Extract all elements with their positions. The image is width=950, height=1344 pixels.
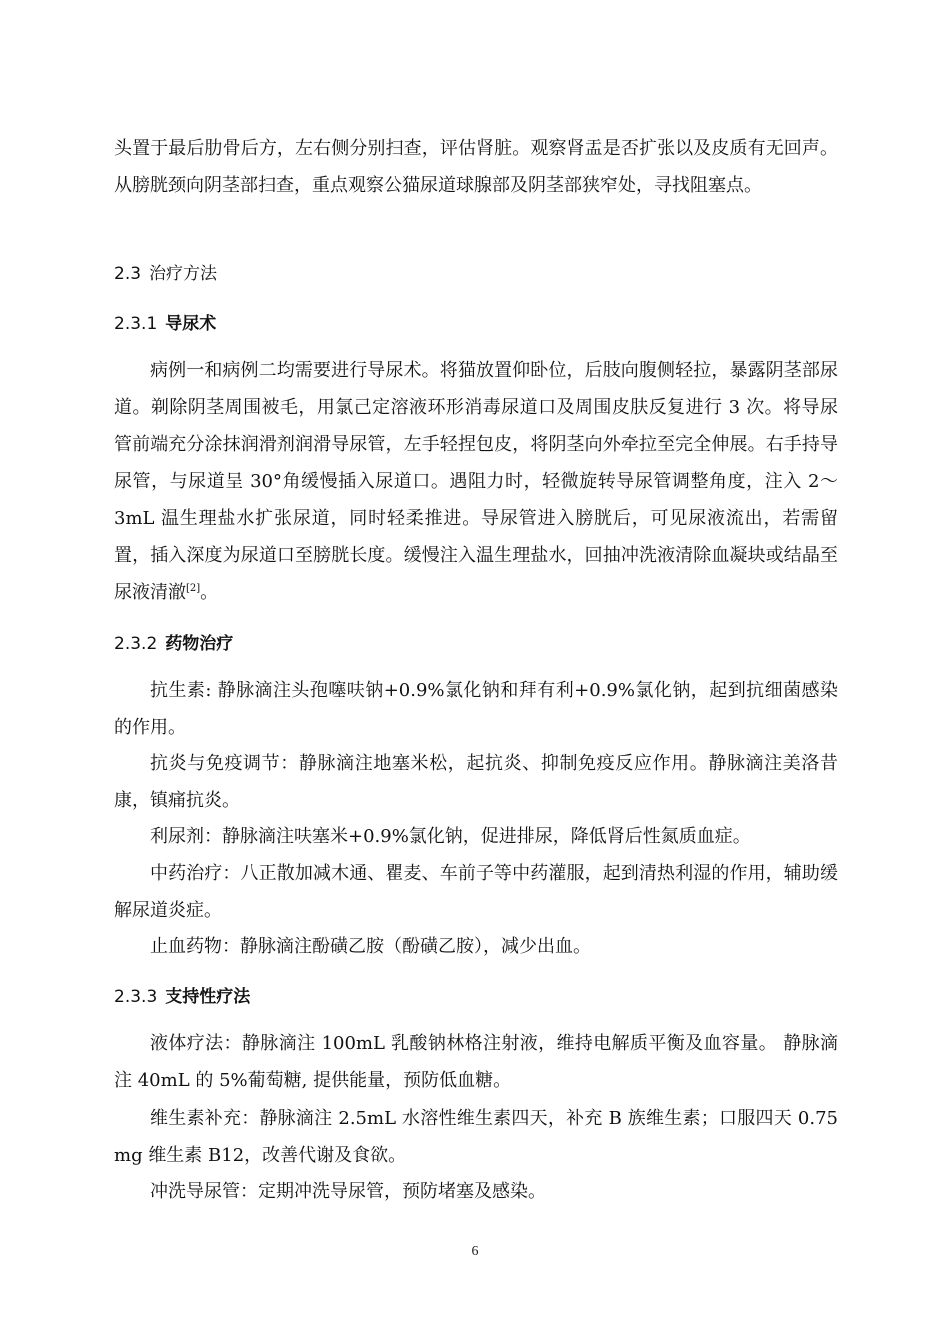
catheter-flush-paragraph: 冲洗导尿管：定期冲洗导尿管，预防堵塞及感染。 [150, 1181, 546, 1202]
section-title: 药物治疗 [165, 634, 234, 654]
section-title: 导尿术 [165, 314, 217, 334]
section-title: 支持性疗法 [165, 987, 251, 1007]
citation-ref: [2] [186, 583, 201, 594]
section-2-3-1-heading [114, 312, 216, 336]
diuretic-paragraph: 利尿剂：静脉滴注呋塞米+0.9%氯化钠，促进排尿，降低肾后性氮质血症。 [150, 826, 751, 847]
section-2-3-3-heading [114, 985, 250, 1009]
section-number: 2.3.3 [114, 987, 158, 1007]
hemostatic-paragraph: 止血药物：静脉滴注酚磺乙胺（酚磺乙胺），减少出血。 [150, 936, 591, 957]
section-2-3-2-heading [114, 632, 233, 656]
catheterization-paragraph [114, 352, 838, 611]
section-number: 2.3.1 [114, 314, 158, 334]
section-number: 2.3.2 [114, 634, 158, 654]
intro-paragraph: 头置于最后肋骨后方，左右侧分别扫查，评估肾脏。观察肾盂是否扩张以及皮质有无回声。从膀胱颈向阴茎部扫查，重点观察公猫尿道球腺部及阴茎部狭窄处，寻找阻塞点。 [114, 138, 838, 196]
section-title: 治疗方法 [149, 264, 218, 284]
paragraph-end: 。 [200, 582, 219, 603]
vitamin-paragraph: 维生素补充：静脉滴注 2.5mL 水溶性维生素四天，补充 B 族维生素；口服四天 0.75 mg 维生素 B12，改善代谢及食欲。 [114, 1108, 838, 1166]
section-2-3-heading [114, 262, 217, 286]
tcm-paragraph: 中药治疗：八正散加减木通、瞿麦、车前子等中药灌服，起到清热利湿的作用，辅助缓解尿道炎症。 [114, 863, 838, 921]
fluid-therapy-paragraph: 液体疗法：静脉滴注 100mL 乳酸钠林格注射液，维持电解质平衡及血容量。 静脉滴注 40mL 的 5%葡萄糖, 提供能量，预防低血糖。 [114, 1033, 838, 1091]
paragraph-text: 病例一和病例二均需要进行导尿术。将猫放置仰卧位，后肢向腹侧轻拉，暴露阴茎部尿道。剃除阴茎周围被毛，用氯己定溶液环形消毒尿道口及周围皮肤反复进行 3 次。将导尿管前端充分涂抹润滑剂润滑导尿管，左手轻捏包皮，将阴茎向外牵拉至完全伸展。右手持导尿管，与尿道呈 30°角缓慢插入尿道口。遇阻力时，轻微旋转导尿管调整角度，注入 2～3mL 温生理盐水扩张尿道，同时轻柔推进。导尿管进入膀胱后，可见尿液流出，若需留置，插入深度为尿道口至膀胱长度。缓慢注入温生理盐水，回抽冲洗液清除血凝块或结晶至尿液清澈 [114, 360, 838, 603]
page-number: 6 [471, 1244, 479, 1259]
section-number: 2.3 [114, 264, 142, 284]
antibiotics-paragraph: 抗生素: 静脉滴注头孢噻呋钠+0.9%氯化钠和拜有利+0.9%氯化钠，起到抗细菌感染的作用。 [114, 680, 838, 738]
anti-inflammatory-paragraph: 抗炎与免疫调节：静脉滴注地塞米松，起抗炎、抑制免疫反应作用。静脉滴注美洛昔康，镇痛抗炎。 [114, 753, 838, 811]
